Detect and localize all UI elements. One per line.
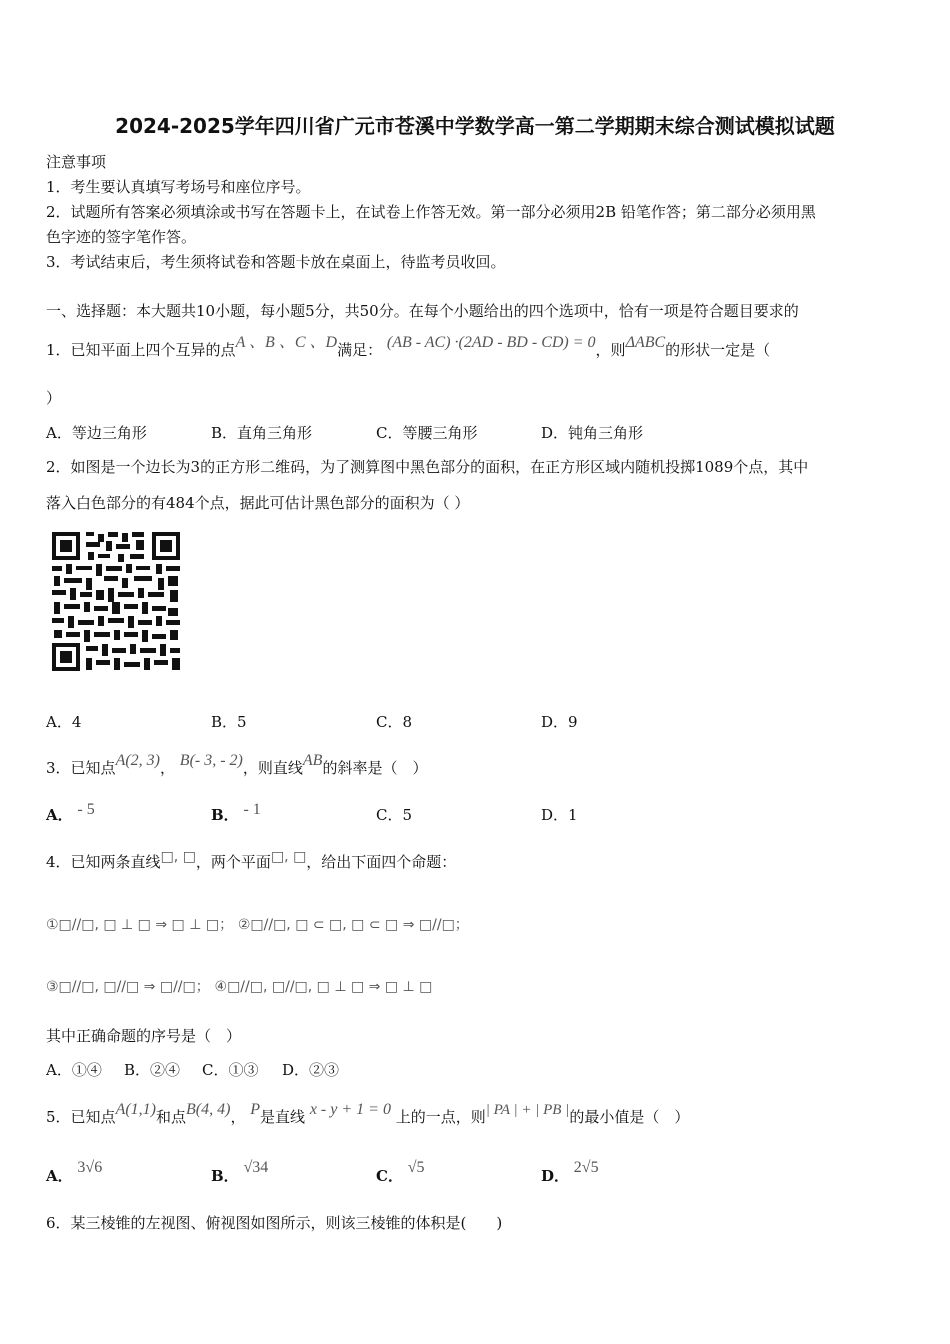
q4-propositions-1-2: [46, 914, 469, 935]
q5-option-d-value: 2√5: [573, 1159, 599, 1176]
q3-point-a: A(2, 3): [115, 752, 160, 769]
qr-code-image: [50, 530, 182, 675]
q2-line-2: 落入白色部分的有484个点，据此可估计黑色部分的面积为（ ）: [46, 494, 470, 512]
q3-point-b: B(- 3, - 2): [179, 752, 243, 769]
q5-option-c-label: C．: [376, 1167, 403, 1185]
question-1: [46, 334, 771, 361]
q1-option-a[interactable]: A．等边三角形: [46, 424, 147, 442]
notice-item-2-cont: 色字迹的签字笔作答。: [46, 228, 197, 246]
q5-text-5: 的最小值是（ ）: [569, 1108, 690, 1126]
q5-option-a-value: 3√6: [77, 1159, 103, 1176]
q1-option-c[interactable]: C．等腰三角形: [376, 424, 478, 442]
q5-line-equation: x - y + 1 = 0: [309, 1101, 391, 1118]
q1-triangle: ΔABC: [625, 334, 666, 351]
q5-option-b-value: √34: [243, 1159, 269, 1176]
q1-text-1: 已知平面上四个互异的点: [70, 341, 236, 359]
q3-text-1: 已知点: [70, 759, 116, 777]
q5-option-b[interactable]: [211, 1159, 269, 1187]
q4-number: 4．: [46, 853, 71, 871]
q4-text-2: ，两个平面: [195, 853, 271, 871]
q5-comma: ，: [230, 1108, 246, 1126]
q3-text-2: ，则直线: [242, 759, 303, 777]
q5-option-d-label: D．: [541, 1167, 570, 1185]
q3-line-ab: AB: [302, 752, 323, 769]
q5-option-a[interactable]: [46, 1159, 103, 1187]
q5-point-b: B(4, 4): [186, 1101, 231, 1118]
q1-points: A 、B 、C 、D: [235, 334, 338, 351]
q3-option-a-label: A．: [46, 806, 73, 824]
q2-number: 2．: [46, 458, 71, 476]
q1-option-d[interactable]: D．钝角三角形: [541, 424, 644, 442]
q4-proposition-1: ①□//□, □ ⊥ □ ⇒ □ ⊥ □；: [46, 917, 234, 933]
notice-item-1: 1．考生要认真填写考场号和座位序号。: [46, 178, 311, 196]
q1-number: 1．: [46, 341, 71, 359]
q3-option-b-label: B．: [211, 806, 239, 824]
q1-formula: (AB - AC) ·(2AD - BD - CD) = 0: [386, 334, 596, 351]
q1-option-b[interactable]: B．直角三角形: [211, 424, 313, 442]
q3-option-b-value: - 1: [243, 801, 261, 818]
q4-option-c[interactable]: C．①③: [202, 1061, 259, 1079]
q3-option-a[interactable]: [46, 801, 95, 826]
q5-option-c[interactable]: [376, 1159, 425, 1187]
question-6: [46, 1213, 502, 1233]
q4-text-1: 已知两条直线: [70, 853, 161, 871]
q1-text-4: 的形状一定是（: [665, 341, 771, 359]
q5-option-b-label: B．: [211, 1167, 239, 1185]
q5-point-a: A(1,1): [115, 1101, 156, 1118]
q5-point-p: P: [250, 1101, 261, 1118]
q4-option-d[interactable]: D．②③: [282, 1061, 340, 1079]
q3-text-3: 的斜率是（ ）: [322, 759, 428, 777]
q5-text-1: 已知点: [70, 1108, 116, 1126]
page-title: 2024-2025学年四川省广元市苍溪中学数学高一第二学期期末综合测试模拟试题: [115, 114, 835, 138]
q4-text-3: ，给出下面四个命题：: [306, 853, 457, 871]
section-heading: 一、选择题：本大题共10小题，每小题5分，共50分。在每个小题给出的四个选项中，恰有一项是符合题目要求的: [46, 302, 799, 320]
q5-text-2: 和点: [156, 1108, 187, 1126]
notice-item-2: 2．试题所有答案必须填涂或书写在答题卡上，在试卷上作答无效。第一部分必须用2B 铅笔作答；第二部分必须用黑: [46, 203, 816, 221]
q5-option-d[interactable]: [541, 1159, 599, 1187]
question-3: [46, 752, 428, 779]
question-4: [46, 849, 457, 873]
q3-comma: ，: [160, 759, 176, 777]
q3-option-d[interactable]: D．1: [541, 806, 578, 824]
q3-option-b[interactable]: [211, 801, 261, 826]
q4-option-b[interactable]: B．②④: [124, 1061, 181, 1079]
notice-item-3: 3．考试结束后，考生须将试卷和答题卡放在桌面上，待监考员收回。: [46, 253, 506, 271]
q4-planes: □, □: [270, 849, 307, 865]
q2-option-c[interactable]: C．8: [376, 713, 413, 731]
q4-question: 其中正确命题的序号是（ ）: [46, 1027, 242, 1045]
q4-proposition-2: ②□//□, □ ⊂ □, □ ⊂ □ ⇒ □//□；: [237, 917, 469, 933]
q3-option-c[interactable]: C．5: [376, 806, 413, 824]
q1-close-paren: ）: [46, 389, 62, 407]
q5-text-4: 上的一点，则: [395, 1108, 486, 1126]
q5-expression: | PA | + | PB |: [485, 1102, 570, 1118]
q2-option-d[interactable]: D．9: [541, 713, 578, 731]
notice-heading: 注意事项: [46, 153, 107, 171]
q4-lines: □, □: [160, 849, 196, 865]
q3-option-a-value: - 5: [77, 801, 95, 818]
q4-option-a[interactable]: A．①④: [46, 1061, 102, 1079]
q6-text: 某三棱锥的左视图、俯视图如图所示，则该三棱锥的体积是( ): [70, 1214, 503, 1232]
q2-option-a[interactable]: A．4: [46, 713, 82, 731]
q5-option-c-value: √5: [407, 1159, 425, 1176]
q5-option-a-label: A．: [46, 1167, 73, 1185]
question-2: [46, 457, 808, 477]
q1-text-2: 满足：: [337, 341, 383, 359]
q1-text-3: ，则: [595, 341, 626, 359]
question-5: [46, 1101, 690, 1128]
q6-number: 6．: [46, 1214, 71, 1232]
q5-text-3: 是直线: [260, 1108, 306, 1126]
q4-propositions-3-4: [46, 976, 432, 997]
q5-number: 5．: [46, 1108, 71, 1126]
q4-proposition-4: ④□//□, □//□, □ ⊥ □ ⇒ □ ⊥ □: [214, 979, 433, 995]
q2-line-1: 如图是一个边长为3的正方形二维码，为了测算图中黑色部分的面积，在正方形区域内随机投掷1089个点，其中: [70, 458, 809, 476]
q2-option-b[interactable]: B．5: [211, 713, 247, 731]
q4-proposition-3: ③□//□, □//□ ⇒ □//□；: [46, 979, 210, 995]
q3-number: 3．: [46, 759, 71, 777]
